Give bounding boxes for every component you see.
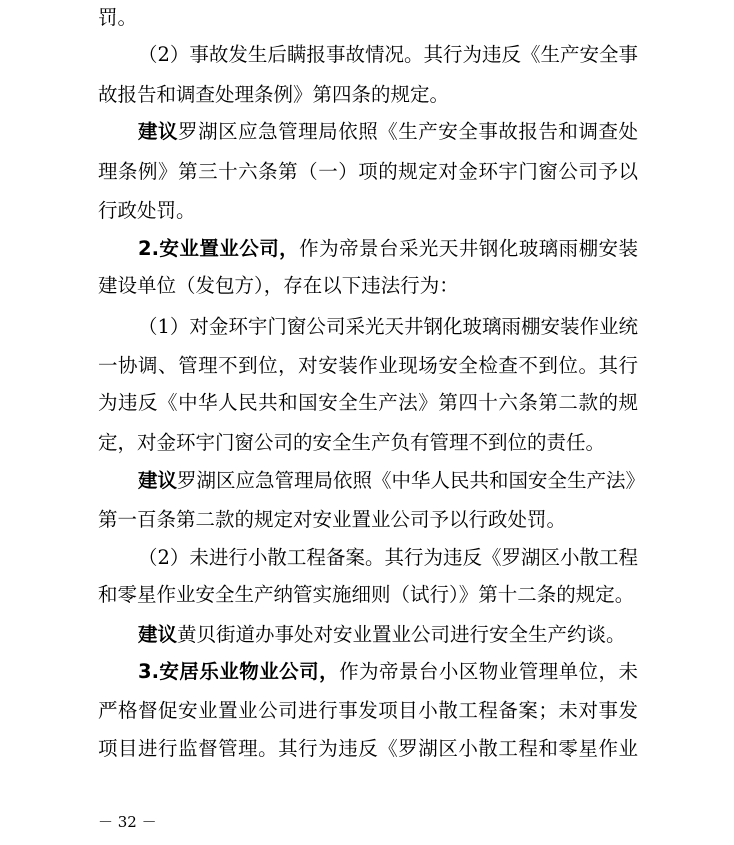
bold-lead: 3.安居乐业物业公司， [138,660,340,683]
text-line: 理条例》第三十六条第（一）项的规定对金环宇门窗公司予以 [98,160,638,183]
text-line: 2.安业置业公司，作为帝景台采光天井钢化玻璃雨棚安装 [138,237,638,260]
text-line: 故报告和调查处理条例》第四条的规定。 [98,83,450,106]
text-line: 和零星作业安全生产纳管实施细则（试行）》第十二条的规定。 [98,583,635,606]
text-line: 定，对金环宇门窗公司的安全生产负有管理不到位的责任。 [98,431,606,454]
text-line: 项目进行监督管理。其行为违反《罗湖区小散工程和零星作业 [98,737,638,760]
text-line: 建设单位（发包方），存在以下违法行为： [98,274,459,297]
text-line: 严格督促安业置业公司进行事发项目小散工程备案；未对事发 [98,699,638,722]
text-line: 罚。 [98,6,138,29]
page-number: － 32 － [98,813,157,831]
text-line: 建议黄贝街道办事处对安业置业公司进行安全生产约谈。 [138,623,626,646]
text-line: （1）对金环宇门窗公司采光天井钢化玻璃雨棚安装作业统 [138,315,638,338]
text-line: 建议罗湖区应急管理局依照《中华人民共和国安全生产法》 [138,469,646,492]
text-line: 为违反《中华人民共和国安全生产法》第四十六条第二款的规 [98,391,638,414]
text-line: （2）未进行小散工程备案。其行为违反《罗湖区小散工程 [138,546,638,569]
text-line: 行政处罚。 [98,199,196,222]
text-line: 第一百条第二款的规定对安业置业公司予以行政处罚。 [98,508,567,531]
text-line: 3.安居乐业物业公司，作为帝景台小区物业管理单位，未 [138,660,638,683]
bold-lead: 建议 [138,623,178,646]
text-line: 一协调、管理不到位，对安装作业现场安全检查不到位。其行 [98,354,638,377]
bold-lead: 建议 [138,469,178,492]
bold-lead: 2.安业置业公司， [138,237,300,260]
text-line: （2）事故发生后瞒报事故情况。其行为违反《生产安全事 [138,43,638,66]
bold-lead: 建议 [138,120,179,143]
text-line: 建议罗湖区应急管理局依照《生产安全事故报告和调查处 [138,120,638,143]
